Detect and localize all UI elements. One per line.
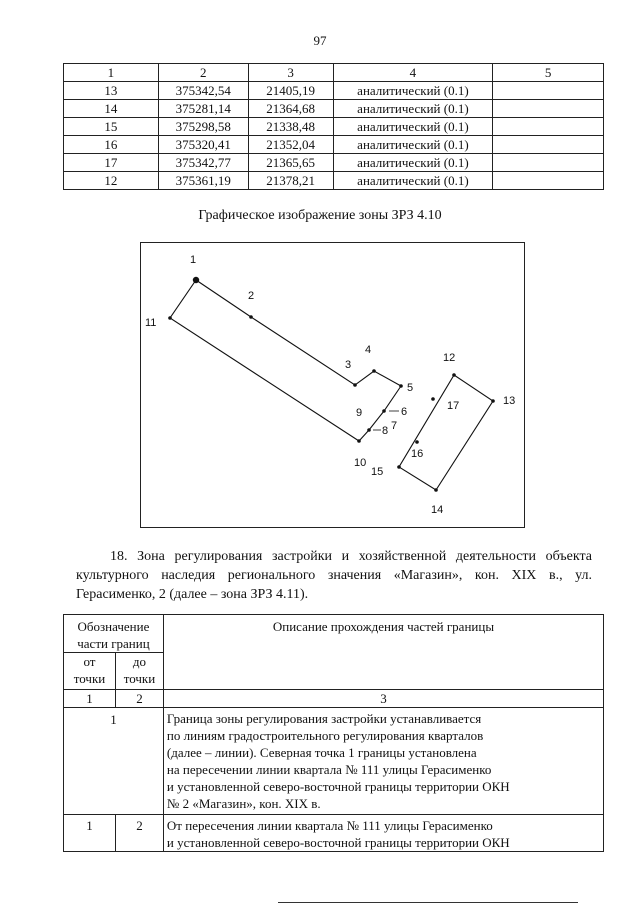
- column-number: 1: [64, 690, 116, 708]
- boundary-point: [452, 373, 456, 377]
- boundary-point: [168, 316, 172, 320]
- boundary-point: [249, 315, 253, 319]
- header-cell: 4: [333, 64, 493, 82]
- point-label-1: 1: [190, 254, 197, 266]
- note-cell: [493, 100, 604, 118]
- page-bottom-rule: [278, 902, 578, 903]
- description-line: Граница зоны регулирования застройки устанавливается: [166, 711, 482, 726]
- zone-boundary-figure: [140, 242, 525, 528]
- boundary-points: [168, 277, 495, 492]
- note-cell: [493, 118, 604, 136]
- x-coordinate-cell: 375298,58: [158, 118, 248, 136]
- point-label-8: 8: [382, 425, 389, 437]
- table-header-row: [64, 615, 604, 653]
- zone-boundary-polygon-left: [170, 280, 401, 441]
- boundary-point: [397, 465, 401, 469]
- point-label-15: 15: [371, 466, 384, 478]
- boundary-point: [367, 428, 371, 432]
- description-line: От пересечения линии квартала № 111 улицы Герасименко: [166, 818, 493, 833]
- y-coordinate-cell: 21364,68: [248, 100, 333, 118]
- table-row: [64, 154, 604, 172]
- point-number-cell: 14: [64, 100, 159, 118]
- boundary-description-table: [63, 614, 604, 852]
- boundary-point: [382, 409, 386, 413]
- point-label-7: 7: [391, 420, 398, 432]
- table-row: [64, 82, 604, 100]
- point-label-17: 17: [447, 400, 460, 412]
- point-label-10: 10: [354, 457, 367, 469]
- point-label-2: 2: [248, 290, 255, 302]
- point-label-4: 4: [365, 344, 372, 356]
- header-cell: 2: [158, 64, 248, 82]
- method-cell: аналитический (0.1): [333, 100, 493, 118]
- table-row: [64, 708, 604, 815]
- point-label-12: 12: [443, 352, 456, 364]
- boundary-point: [434, 488, 438, 492]
- method-cell: аналитический (0.1): [333, 82, 493, 100]
- y-coordinate-cell: 21405,19: [248, 82, 333, 100]
- point-cell: 1: [64, 708, 164, 815]
- boundary-point: [353, 383, 357, 387]
- y-coordinate-cell: 21378,21: [248, 172, 333, 190]
- note-cell: [493, 154, 604, 172]
- page-number: 97: [313, 33, 327, 48]
- table-numbering-row: [64, 690, 604, 708]
- to-point-cell: 2: [115, 815, 163, 852]
- point-number-cell: 15: [64, 118, 159, 136]
- boundary-point: [491, 399, 495, 403]
- description-line: по линиям градостроительного регулирования кварталов: [166, 728, 484, 743]
- x-coordinate-cell: 375342,54: [158, 82, 248, 100]
- point-label-16: 16: [411, 448, 424, 460]
- table-row: [64, 172, 604, 190]
- x-coordinate-cell: 375342,77: [158, 154, 248, 172]
- point-number-cell: 17: [64, 154, 159, 172]
- point-number-cell: 12: [64, 172, 159, 190]
- figure-caption: Графическое изображение зоны ЗРЗ 4.10: [198, 208, 442, 223]
- note-cell: [493, 172, 604, 190]
- description-line: и установленной северо-восточной границы территории ОКН: [166, 835, 510, 850]
- y-coordinate-cell: 21338,48: [248, 118, 333, 136]
- point-number-cell: 13: [64, 82, 159, 100]
- boundary-point: [431, 397, 435, 401]
- zone-boundary-drawing: [141, 243, 526, 529]
- description-line: (далее – линии). Северная точка 1 границы установлена: [166, 745, 477, 760]
- y-coordinate-cell: 21365,65: [248, 154, 333, 172]
- header-cell: 5: [493, 64, 604, 82]
- description-line: и установленной северо-восточной границы территории ОКН: [166, 779, 510, 794]
- boundary-point: [357, 439, 361, 443]
- description-line: № 2 «Магазин», кон. XIX в.: [166, 796, 321, 811]
- method-cell: аналитический (0.1): [333, 172, 493, 190]
- y-coordinate-cell: 21352,04: [248, 136, 333, 154]
- method-cell: аналитический (0.1): [333, 118, 493, 136]
- description-cell: [163, 708, 603, 815]
- description-cell: [163, 815, 603, 852]
- header-cell: 1: [64, 64, 159, 82]
- x-coordinate-cell: 375320,41: [158, 136, 248, 154]
- point-label-11: 11: [145, 317, 157, 329]
- point-label-13: 13: [503, 395, 516, 407]
- method-cell: аналитический (0.1): [333, 136, 493, 154]
- column-number: 3: [163, 690, 603, 708]
- boundary-point: [372, 369, 376, 373]
- point-label-5: 5: [407, 382, 414, 394]
- from-point-cell: 1: [64, 815, 116, 852]
- point-label-14: 14: [431, 504, 444, 516]
- paragraph-number: 18.: [110, 549, 128, 564]
- to-point-header: до точки: [115, 653, 163, 690]
- table-row: [64, 118, 604, 136]
- x-coordinate-cell: 375361,19: [158, 172, 248, 190]
- boundary-point: [399, 384, 403, 388]
- table-header-row: [64, 64, 604, 82]
- boundary-point: [415, 440, 419, 444]
- method-cell: аналитический (0.1): [333, 154, 493, 172]
- point-label-6: 6: [401, 406, 408, 418]
- zone-paragraph: [76, 547, 592, 604]
- x-coordinate-cell: 375281,14: [158, 100, 248, 118]
- point-label-9: 9: [356, 407, 363, 419]
- coordinates-table: [63, 63, 604, 190]
- description-header: Описание прохождения частей границы: [163, 615, 603, 690]
- point-label-3: 3: [345, 359, 352, 371]
- header-cell: 3: [248, 64, 333, 82]
- table-row: [64, 100, 604, 118]
- table-row: [64, 136, 604, 154]
- from-point-header: от точки: [64, 653, 116, 690]
- paragraph-text: Зона регулирования застройки и хозяйственной деятельности объекта культурного наследия регионального значения «Магазин», кон. XIX в., ул. Герасименко, 2 (далее – зона ЗРЗ 4.11).: [76, 549, 593, 602]
- note-cell: [493, 82, 604, 100]
- table-row: [64, 815, 604, 852]
- column-number: 2: [115, 690, 163, 708]
- boundary-point: [193, 277, 199, 283]
- description-line: на пересечении линии квартала № 111 улицы Герасименко: [166, 762, 492, 777]
- point-number-cell: 16: [64, 136, 159, 154]
- designation-header: Обозначение части границ: [64, 615, 164, 653]
- note-cell: [493, 136, 604, 154]
